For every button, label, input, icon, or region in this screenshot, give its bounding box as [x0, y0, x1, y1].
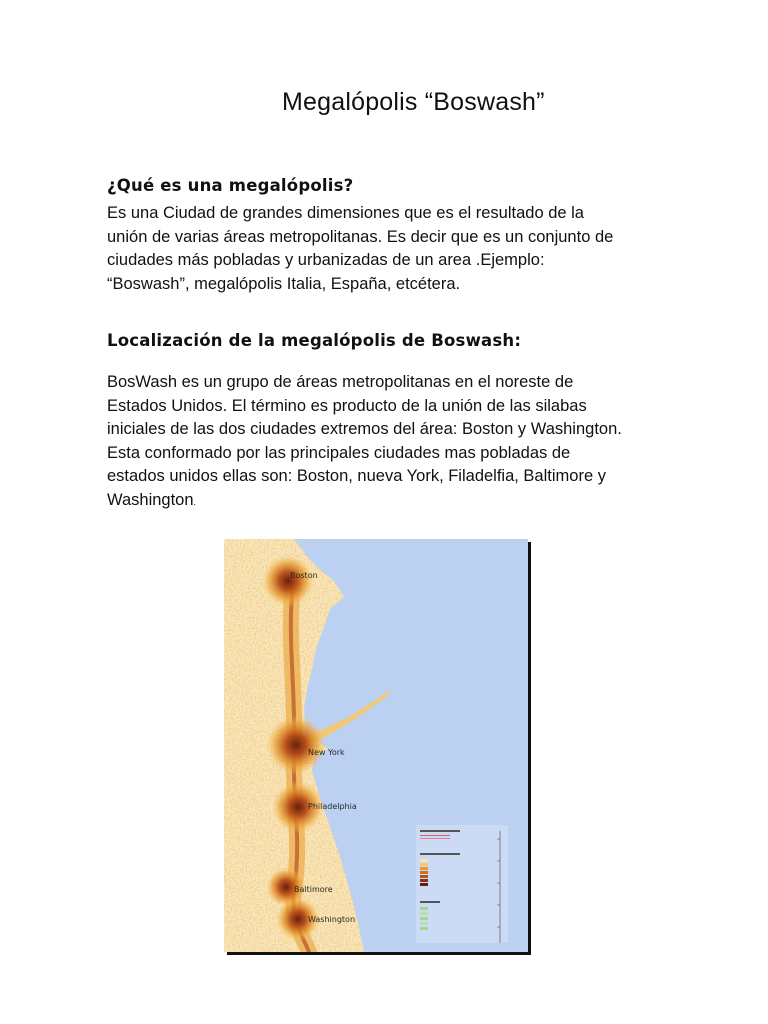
new-york-core — [266, 715, 326, 775]
city-label-boston: Boston — [290, 571, 318, 580]
text-line: Estados Unidos. El término es producto de la unión de las silabas — [107, 396, 587, 415]
text-line: ciudades más pobladas y urbanizadas de un area .Ejemplo: — [107, 251, 545, 269]
section-paragraph-what-is — [107, 202, 667, 296]
city-label-philadelphia: Philadelphia — [308, 802, 357, 811]
text-line: Washington — [107, 490, 194, 509]
text-line: estados unidos ellas son: Boston, nueva York, Filadelfia, Baltimore y — [107, 467, 606, 485]
population-density-map — [224, 539, 528, 952]
text-line: “Boswash”, megalópolis Italia, España, etcétera. — [107, 274, 461, 293]
text-line: unión de varias áreas metropolitanas. Es decir que es un conjunto de — [107, 227, 614, 246]
section-paragraph-location — [107, 371, 667, 514]
city-label-new-york: New York — [308, 748, 345, 757]
city-label-baltimore: Baltimore — [294, 885, 333, 894]
text-line: Esta conformado por las principales ciudades mas pobladas de — [107, 443, 571, 462]
text-line: iniciales de las dos ciudades extremos del área: Boston y Washington. — [107, 420, 622, 438]
section-heading-location: Localización de la megalópolis de Boswash: — [107, 331, 522, 350]
boston-core — [262, 555, 314, 607]
section-heading-what-is: ¿Qué es una megalópolis? — [107, 176, 354, 195]
trailing-dot: . — [193, 496, 197, 507]
text-line: Es una Ciudad de grandes dimensiones que es el resultado de la — [107, 204, 584, 222]
city-label-washington: Washington — [308, 915, 356, 924]
page-title: Megalópolis “Boswash” — [282, 88, 545, 116]
text-line: BosWash es un grupo de áreas metropolitanas en el noreste de — [107, 373, 574, 391]
map-legend — [416, 825, 508, 943]
boswash-map-image — [224, 539, 528, 952]
